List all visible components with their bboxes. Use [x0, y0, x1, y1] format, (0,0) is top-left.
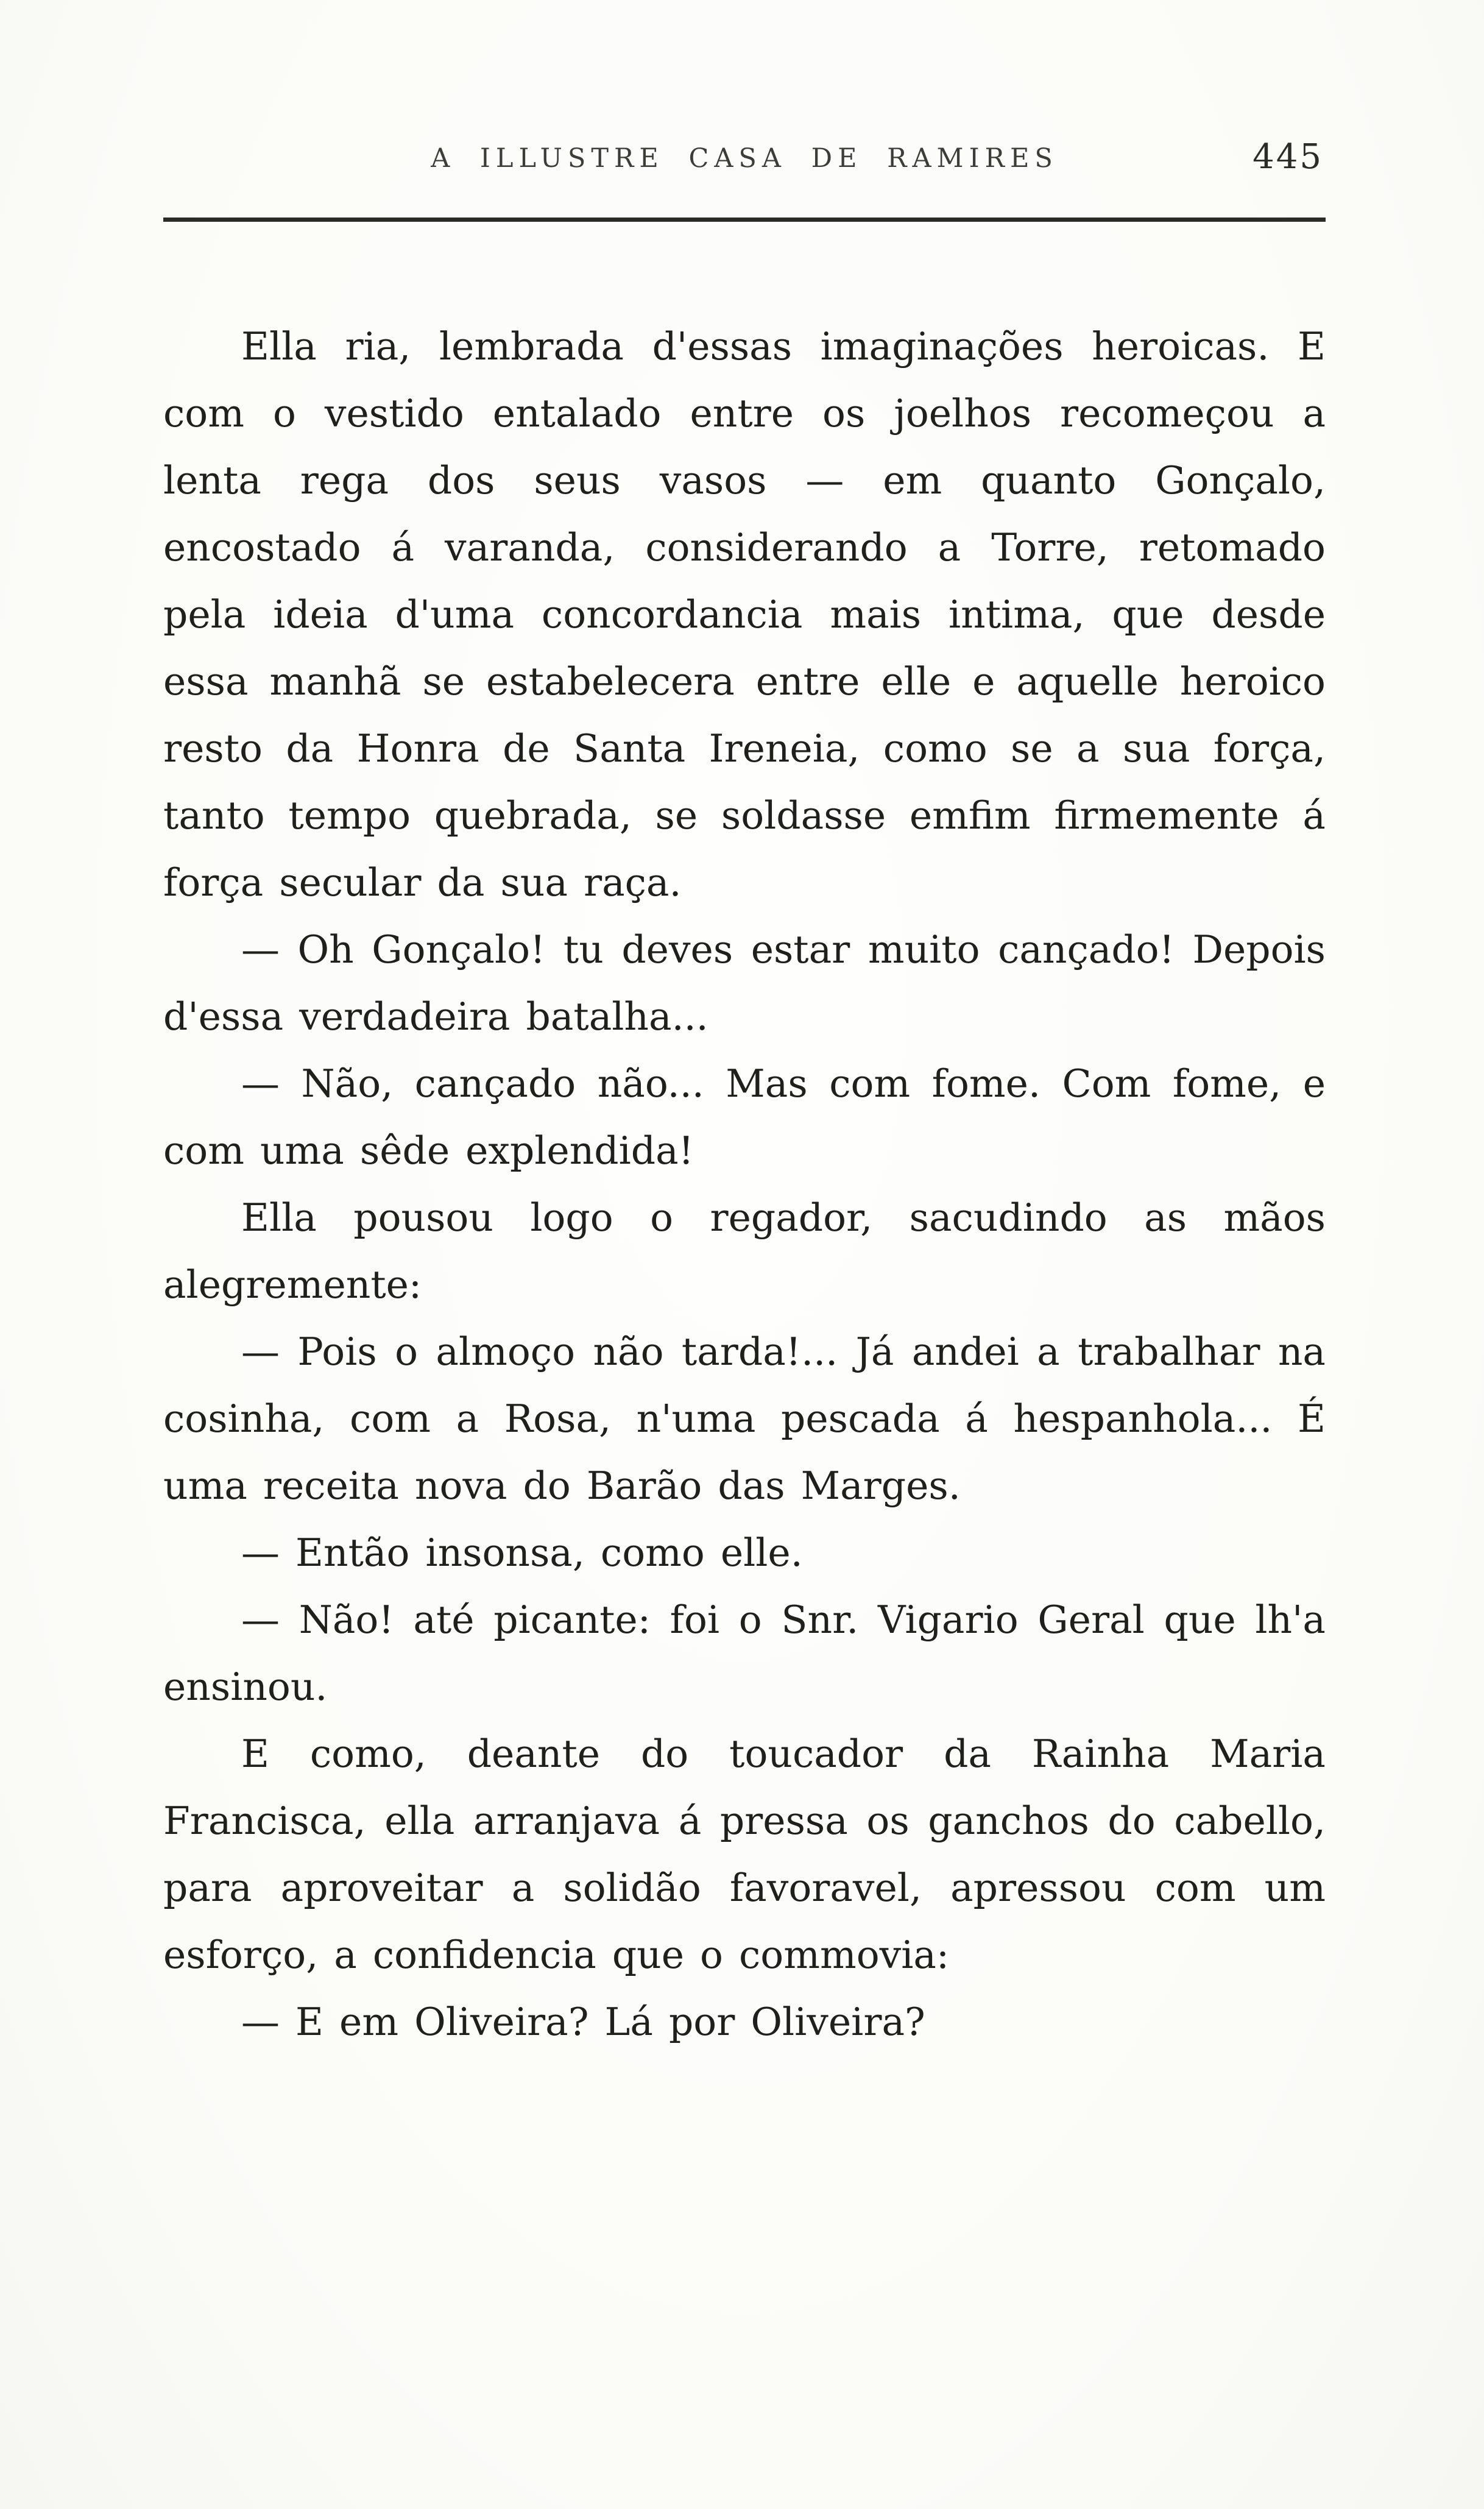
paragraph: — Não! até picante: foi o Snr. Vigario Geral que lh'a ensinou.	[163, 1598, 1326, 1709]
header-rule	[163, 218, 1326, 222]
page-body	[163, 313, 1326, 2056]
paragraph: — Pois o almoço não tarda!... Já andei a trabalhar na cosinha, com a Rosa, n'uma pescada á hespanhola... É uma receita nova do Barão das Marges.	[163, 1329, 1326, 1508]
paragraph: E como, deante do toucador da Rainha Maria Francisca, ella arranjava á pressa os ganchos do cabello, para aproveitar a solidão favoravel, apressou com um esforço, a confidencia que o commovia:	[163, 1732, 1326, 1977]
page-header	[163, 137, 1326, 186]
paragraph: Ella ria, lembrada d'essas imaginações heroicas. E com o vestido entalado entre os joelhos recomeçou a lenta rega dos seus vasos — em quanto Gonçalo, encostado á varanda, considerando a Torre, retomado pela ideia d'uma concordancia mais intima, que desde essa manhã se estabelecera entre elle e aquelle heroico resto da Honra de Santa Ireneia, como se a sua força, tanto tempo quebrada, se soldasse emfim firmemente á força secular da sua raça.	[163, 324, 1326, 905]
paragraph: — E em Oliveira? Lá por Oliveira?	[241, 2000, 925, 2044]
paragraph: Ella pousou logo o regador, sacudindo as mãos alegremente:	[163, 1195, 1326, 1307]
paragraph: — Então insonsa, como elle.	[241, 1531, 803, 1575]
paragraph: — Oh Gonçalo! tu deves estar muito cançado! Depois d'essa verdadeira batalha...	[163, 927, 1326, 1039]
page-number: 445	[1253, 137, 1323, 177]
page-content	[163, 137, 1326, 2056]
running-title: A ILLUSTRE CASA DE RAMIRES	[431, 143, 1058, 174]
paragraph: — Não, cançado não... Mas com fome. Com fome, e com uma sêde explendida!	[163, 1061, 1326, 1173]
